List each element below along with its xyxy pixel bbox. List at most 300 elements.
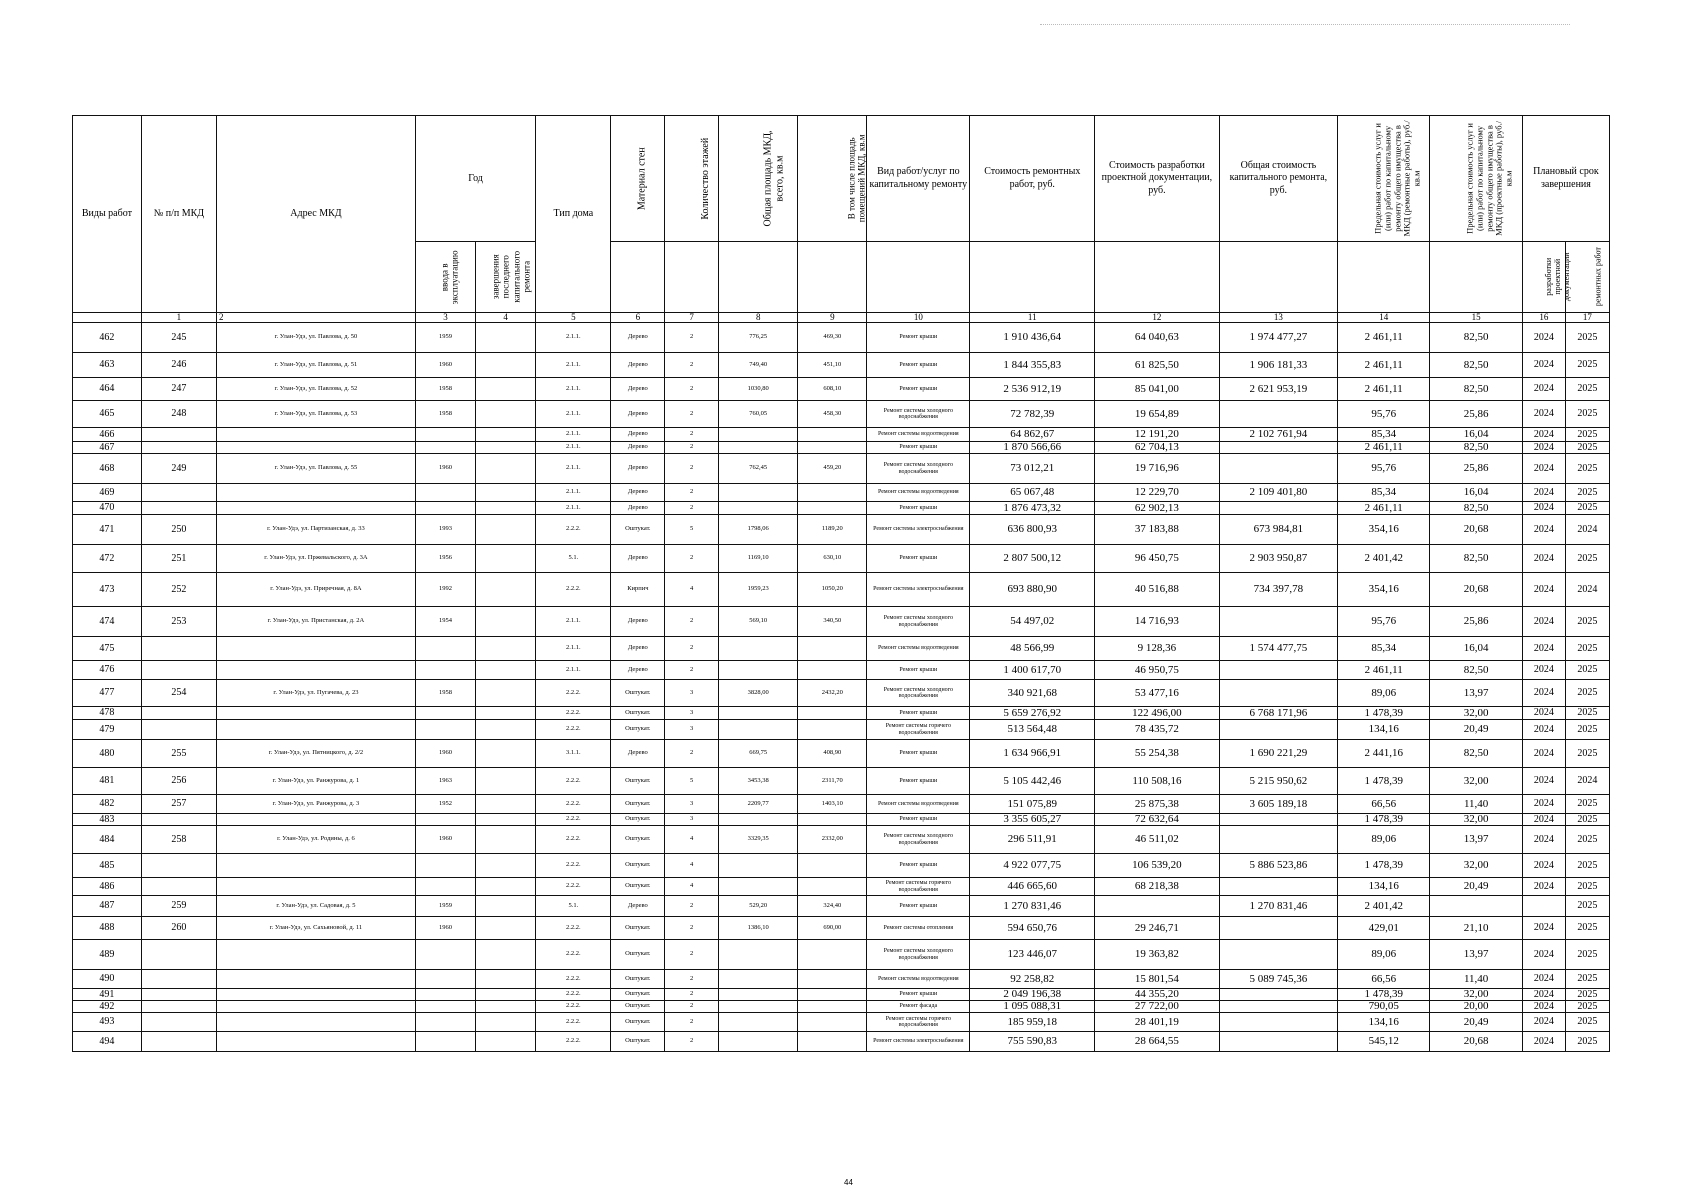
repair-cost-cell: 2 807 500,12 [970, 545, 1095, 573]
floors-cell: 5 [665, 768, 719, 795]
mkd-number-cell [141, 442, 216, 454]
deadline-design-cell: 2024 [1522, 323, 1565, 353]
limit-design-cell: 13,97 [1430, 826, 1522, 854]
total-area-cell: 3453,38 [718, 768, 798, 795]
year-built-cell: 1958 [415, 401, 475, 428]
house-type-cell: 2.2.2. [536, 917, 611, 940]
total-cost-cell: 673 984,81 [1219, 515, 1337, 545]
floors-cell: 2 [665, 896, 719, 917]
mkd-number-cell: 248 [141, 401, 216, 428]
design-cost-cell: 85 041,00 [1095, 378, 1220, 401]
deadline-repair-cell: 2025 [1565, 896, 1609, 917]
total-cost-cell [1219, 940, 1337, 970]
address-cell: г. Улан-Удэ, ул. Ранжурова, д. 1 [217, 768, 416, 795]
wall-material-cell: Оштукат. [611, 1032, 665, 1052]
house-type-cell: 2.2.2. [536, 826, 611, 854]
year-last-repair-cell [476, 502, 536, 515]
header-pred-proekt: Предельная стоимость услуг и (или) работ по капитальному ремонту общего имущества в МКД (проектные работы), руб./кв.м [1464, 120, 1515, 236]
design-cost-cell: 78 435,72 [1095, 720, 1220, 740]
row-number-cell: 470 [73, 502, 142, 515]
repair-cost-cell: 5 659 276,92 [970, 707, 1095, 720]
year-last-repair-cell [476, 378, 536, 401]
limit-design-cell: 25,86 [1430, 401, 1522, 428]
mkd-number-cell: 254 [141, 680, 216, 707]
design-cost-cell: 19 654,89 [1095, 401, 1220, 428]
row-number-cell: 474 [73, 607, 142, 637]
work-type-cell: Ремонт системы горячего водоснабжения [867, 720, 970, 740]
premises-area-cell [798, 661, 867, 680]
table-row [73, 707, 1610, 720]
address-cell [217, 720, 416, 740]
deadline-design-cell: 2024 [1522, 768, 1565, 795]
design-cost-cell: 12 229,70 [1095, 484, 1220, 502]
limit-repair-cell: 2 441,16 [1337, 740, 1429, 768]
repair-cost-cell: 1 844 355,83 [970, 353, 1095, 378]
deadline-design-cell: 2024 [1522, 401, 1565, 428]
house-type-cell: 2.1.1. [536, 401, 611, 428]
repair-cost-cell: 296 511,91 [970, 826, 1095, 854]
total-area-cell [718, 661, 798, 680]
premises-area-cell: 340,50 [798, 607, 867, 637]
total-area-cell [718, 1032, 798, 1052]
deadline-repair-cell: 2025 [1565, 720, 1609, 740]
house-type-cell: 2.2.2. [536, 814, 611, 826]
repair-cost-cell: 1 634 966,91 [970, 740, 1095, 768]
limit-repair-cell: 134,16 [1337, 1013, 1429, 1032]
deadline-design-cell: 2024 [1522, 720, 1565, 740]
header-material: Материал стен [637, 147, 649, 210]
design-cost-cell [1095, 896, 1220, 917]
year-last-repair-cell [476, 1032, 536, 1052]
house-type-cell: 2.2.2. [536, 515, 611, 545]
floors-cell: 2 [665, 454, 719, 484]
wall-material-cell: Оштукат. [611, 989, 665, 1001]
limit-design-cell: 32,00 [1430, 854, 1522, 878]
work-type-cell: Ремонт крыши [867, 896, 970, 917]
mkd-number-cell: 257 [141, 795, 216, 814]
address-cell: г. Улан-Удэ, ул. Пристанская, д. 2А [217, 607, 416, 637]
design-cost-cell: 27 722,00 [1095, 1001, 1220, 1013]
deadline-design-cell: 2024 [1522, 502, 1565, 515]
header-stoimost-proekt: Стоимость разработки проектной документации, руб. [1095, 116, 1220, 242]
table-row [73, 768, 1610, 795]
house-type-cell: 2.2.2. [536, 720, 611, 740]
limit-repair-cell: 2 461,11 [1337, 661, 1429, 680]
deadline-design-cell: 2024 [1522, 680, 1565, 707]
row-number-cell: 486 [73, 878, 142, 896]
total-area-cell: 3828,00 [718, 680, 798, 707]
premises-area-cell: 408,90 [798, 740, 867, 768]
year-last-repair-cell [476, 814, 536, 826]
repair-cost-cell: 4 922 077,75 [970, 854, 1095, 878]
floors-cell: 2 [665, 917, 719, 940]
limit-repair-cell: 85,34 [1337, 428, 1429, 442]
premises-area-cell: 469,30 [798, 323, 867, 353]
house-type-cell: 5.1. [536, 896, 611, 917]
year-last-repair-cell [476, 795, 536, 814]
limit-repair-cell: 354,16 [1337, 573, 1429, 607]
limit-repair-cell: 95,76 [1337, 607, 1429, 637]
capital-repair-register-table [72, 115, 1610, 1052]
total-area-cell: 2209,77 [718, 795, 798, 814]
wall-material-cell: Дерево [611, 484, 665, 502]
total-cost-cell: 734 397,78 [1219, 573, 1337, 607]
row-number-cell: 479 [73, 720, 142, 740]
table-row [73, 680, 1610, 707]
limit-design-cell: 11,40 [1430, 970, 1522, 989]
design-cost-cell: 61 825,50 [1095, 353, 1220, 378]
year-last-repair-cell [476, 917, 536, 940]
limit-repair-cell: 1 478,39 [1337, 814, 1429, 826]
wall-material-cell: Дерево [611, 353, 665, 378]
table-row [73, 515, 1610, 545]
row-number-cell: 468 [73, 454, 142, 484]
deadline-design-cell: 2024 [1522, 854, 1565, 878]
address-cell: г. Улан-Удэ, ул. Пржевальского, д. 3А [217, 545, 416, 573]
premises-area-cell [798, 854, 867, 878]
deadline-design-cell: 2024 [1522, 637, 1565, 661]
table-row [73, 814, 1610, 826]
deadline-repair-cell: 2025 [1565, 917, 1609, 940]
header-god: Год [415, 116, 535, 242]
table-row [73, 940, 1610, 970]
limit-design-cell: 82,50 [1430, 442, 1522, 454]
address-cell: г. Улан-Удэ, ул. Пугачева, д. 23 [217, 680, 416, 707]
deadline-design-cell: 2024 [1522, 989, 1565, 1001]
repair-cost-cell: 1 870 566,66 [970, 442, 1095, 454]
repair-cost-cell: 92 258,82 [970, 970, 1095, 989]
row-number-cell: 469 [73, 484, 142, 502]
design-cost-cell: 110 508,16 [1095, 768, 1220, 795]
table-row [73, 896, 1610, 917]
deadline-design-cell: 2024 [1522, 740, 1565, 768]
year-built-cell: 1960 [415, 917, 475, 940]
table-row [73, 1032, 1610, 1052]
header-stoimost-rem: Стоимость ремонтных работ, руб. [970, 116, 1095, 242]
header-srok-proekt: разработки проектной документации [1544, 252, 1572, 302]
limit-repair-cell: 85,34 [1337, 484, 1429, 502]
total-cost-cell [1219, 720, 1337, 740]
year-built-cell: 1992 [415, 573, 475, 607]
total-cost-cell [1219, 401, 1337, 428]
year-last-repair-cell [476, 515, 536, 545]
design-cost-cell: 68 218,38 [1095, 878, 1220, 896]
floors-cell: 4 [665, 826, 719, 854]
header-adres: Адрес МКД [217, 116, 416, 313]
limit-design-cell: 32,00 [1430, 989, 1522, 1001]
work-type-cell: Ремонт системы холодного водоснабжения [867, 940, 970, 970]
address-cell [217, 442, 416, 454]
floors-cell: 2 [665, 740, 719, 768]
table-row [73, 1013, 1610, 1032]
deadline-repair-cell: 2025 [1565, 1032, 1609, 1052]
repair-cost-cell: 73 012,21 [970, 454, 1095, 484]
wall-material-cell: Дерево [611, 637, 665, 661]
mkd-number-cell [141, 854, 216, 878]
year-built-cell: 1954 [415, 607, 475, 637]
column-number-cell: 9 [798, 313, 867, 323]
table-row [73, 854, 1610, 878]
year-built-cell [415, 428, 475, 442]
deadline-repair-cell: 2025 [1565, 637, 1609, 661]
limit-design-cell: 82,50 [1430, 545, 1522, 573]
year-last-repair-cell [476, 353, 536, 378]
total-cost-cell: 1 574 477,75 [1219, 637, 1337, 661]
deadline-repair-cell: 2024 [1565, 515, 1609, 545]
deadline-design-cell: 2024 [1522, 442, 1565, 454]
wall-material-cell: Оштукат. [611, 826, 665, 854]
premises-area-cell [798, 940, 867, 970]
floors-cell: 2 [665, 970, 719, 989]
house-type-cell: 2.1.1. [536, 502, 611, 515]
table-row [73, 378, 1610, 401]
address-cell: г. Улан-Удэ, ул. Павлова, д. 52 [217, 378, 416, 401]
house-type-cell: 2.1.1. [536, 323, 611, 353]
column-number-cell: 15 [1430, 313, 1522, 323]
premises-area-cell [798, 637, 867, 661]
work-type-cell: Ремонт крыши [867, 323, 970, 353]
design-cost-cell: 122 496,00 [1095, 707, 1220, 720]
mkd-number-cell: 258 [141, 826, 216, 854]
floors-cell: 2 [665, 428, 719, 442]
deadline-design-cell: 2024 [1522, 545, 1565, 573]
header-nn-mkd: № п/п МКД [141, 116, 216, 313]
repair-cost-cell: 2 049 196,38 [970, 989, 1095, 1001]
floors-cell: 2 [665, 607, 719, 637]
year-built-cell [415, 707, 475, 720]
year-last-repair-cell [476, 401, 536, 428]
work-type-cell: Ремонт системы горячего водоснабжения [867, 878, 970, 896]
wall-material-cell: Оштукат. [611, 707, 665, 720]
total-area-cell: 749,40 [718, 353, 798, 378]
premises-area-cell: 1403,10 [798, 795, 867, 814]
wall-material-cell: Дерево [611, 661, 665, 680]
house-type-cell: 2.2.2. [536, 1032, 611, 1052]
deadline-repair-cell: 2024 [1565, 573, 1609, 607]
deadline-design-cell [1522, 896, 1565, 917]
floors-cell: 5 [665, 515, 719, 545]
total-area-cell [718, 970, 798, 989]
work-type-cell: Ремонт системы холодного водоснабжения [867, 454, 970, 484]
limit-design-cell: 25,86 [1430, 607, 1522, 637]
limit-design-cell: 82,50 [1430, 740, 1522, 768]
deadline-repair-cell: 2025 [1565, 707, 1609, 720]
total-cost-cell: 5 215 950,62 [1219, 768, 1337, 795]
design-cost-cell: 96 450,75 [1095, 545, 1220, 573]
mkd-number-cell: 253 [141, 607, 216, 637]
header-row-main [73, 116, 1610, 242]
row-number-cell: 476 [73, 661, 142, 680]
total-cost-cell [1219, 607, 1337, 637]
limit-design-cell: 20,49 [1430, 720, 1522, 740]
wall-material-cell: Оштукат. [611, 917, 665, 940]
year-built-cell [415, 502, 475, 515]
row-number-cell: 488 [73, 917, 142, 940]
limit-repair-cell: 354,16 [1337, 515, 1429, 545]
total-area-cell: 1798,06 [718, 515, 798, 545]
repair-cost-cell: 151 075,89 [970, 795, 1095, 814]
header-god-zaversheniya: завершения последнего капитального ремонта [490, 251, 532, 303]
floors-cell: 2 [665, 940, 719, 970]
year-last-repair-cell [476, 768, 536, 795]
mkd-number-cell [141, 1001, 216, 1013]
design-cost-cell: 106 539,20 [1095, 854, 1220, 878]
deadline-design-cell: 2024 [1522, 353, 1565, 378]
premises-area-cell: 2311,70 [798, 768, 867, 795]
design-cost-cell: 19 363,82 [1095, 940, 1220, 970]
table-row [73, 878, 1610, 896]
row-number-cell: 464 [73, 378, 142, 401]
wall-material-cell: Дерево [611, 740, 665, 768]
mkd-number-cell: 249 [141, 454, 216, 484]
limit-design-cell: 82,50 [1430, 502, 1522, 515]
year-last-repair-cell [476, 940, 536, 970]
total-area-cell [718, 878, 798, 896]
row-number-cell: 466 [73, 428, 142, 442]
total-area-cell [718, 707, 798, 720]
year-built-cell [415, 854, 475, 878]
year-built-cell [415, 1013, 475, 1032]
deadline-design-cell: 2024 [1522, 970, 1565, 989]
year-built-cell: 1960 [415, 454, 475, 484]
wall-material-cell: Оштукат. [611, 854, 665, 878]
design-cost-cell: 64 040,63 [1095, 323, 1220, 353]
year-built-cell [415, 940, 475, 970]
limit-design-cell: 20,68 [1430, 1032, 1522, 1052]
deadline-repair-cell: 2025 [1565, 854, 1609, 878]
address-cell: г. Улан-Удэ, ул. Пятницкого, д. 2/2 [217, 740, 416, 768]
deadline-design-cell: 2024 [1522, 917, 1565, 940]
limit-design-cell: 20,49 [1430, 1013, 1522, 1032]
work-type-cell: Ремонт системы электроснабжения [867, 515, 970, 545]
design-cost-cell: 25 875,38 [1095, 795, 1220, 814]
house-type-cell: 2.1.1. [536, 442, 611, 454]
row-number-cell: 490 [73, 970, 142, 989]
house-type-cell: 2.2.2. [536, 795, 611, 814]
address-cell: г. Улан-Удэ, ул. Сахьяновой, д. 11 [217, 917, 416, 940]
mkd-number-cell [141, 720, 216, 740]
address-cell [217, 814, 416, 826]
design-cost-cell: 53 477,16 [1095, 680, 1220, 707]
limit-repair-cell: 2 461,11 [1337, 502, 1429, 515]
limit-repair-cell: 2 461,11 [1337, 442, 1429, 454]
mkd-number-cell [141, 878, 216, 896]
year-last-repair-cell [476, 970, 536, 989]
work-type-cell: Ремонт системы горячего водоснабжения [867, 1013, 970, 1032]
address-cell [217, 707, 416, 720]
total-area-cell [718, 854, 798, 878]
total-cost-cell [1219, 661, 1337, 680]
repair-cost-cell: 513 564,48 [970, 720, 1095, 740]
address-cell: г. Улан-Удэ, ул. Павлова, д. 51 [217, 353, 416, 378]
wall-material-cell: Оштукат. [611, 814, 665, 826]
premises-area-cell: 630,10 [798, 545, 867, 573]
year-built-cell [415, 661, 475, 680]
row-number-cell: 493 [73, 1013, 142, 1032]
limit-repair-cell: 1 478,39 [1337, 768, 1429, 795]
work-type-cell: Ремонт крыши [867, 545, 970, 573]
deadline-repair-cell: 2025 [1565, 940, 1609, 970]
deadline-repair-cell: 2025 [1565, 878, 1609, 896]
table-row [73, 970, 1610, 989]
wall-material-cell: Дерево [611, 378, 665, 401]
limit-design-cell: 16,04 [1430, 484, 1522, 502]
work-type-cell: Ремонт крыши [867, 768, 970, 795]
total-cost-cell: 6 768 171,96 [1219, 707, 1337, 720]
deadline-repair-cell: 2025 [1565, 1013, 1609, 1032]
deadline-design-cell: 2024 [1522, 1001, 1565, 1013]
house-type-cell: 2.1.1. [536, 428, 611, 442]
deadline-design-cell: 2024 [1522, 607, 1565, 637]
design-cost-cell: 28 401,19 [1095, 1013, 1220, 1032]
mkd-number-cell: 251 [141, 545, 216, 573]
limit-repair-cell: 89,06 [1337, 826, 1429, 854]
deadline-repair-cell: 2025 [1565, 795, 1609, 814]
row-number-cell: 492 [73, 1001, 142, 1013]
limit-design-cell: 82,50 [1430, 661, 1522, 680]
column-number-cell: 2 [217, 313, 416, 323]
mkd-number-cell [141, 1013, 216, 1032]
premises-area-cell [798, 442, 867, 454]
floors-cell: 2 [665, 323, 719, 353]
wall-material-cell: Оштукат. [611, 970, 665, 989]
work-type-cell: Ремонт крыши [867, 442, 970, 454]
limit-design-cell: 32,00 [1430, 768, 1522, 795]
header-tip-doma: Тип дома [536, 116, 611, 313]
premises-area-cell: 458,30 [798, 401, 867, 428]
column-number-cell: 16 [1522, 313, 1565, 323]
total-area-cell: 3329,35 [718, 826, 798, 854]
total-area-cell: 776,25 [718, 323, 798, 353]
column-number-cell: 14 [1337, 313, 1429, 323]
floors-cell: 3 [665, 720, 719, 740]
column-number-cell: 7 [665, 313, 719, 323]
house-type-cell: 3.1.1. [536, 740, 611, 768]
address-cell [217, 637, 416, 661]
deadline-design-cell: 2024 [1522, 814, 1565, 826]
year-built-cell: 1960 [415, 353, 475, 378]
premises-area-cell: 451,10 [798, 353, 867, 378]
house-type-cell: 2.1.1. [536, 454, 611, 484]
wall-material-cell: Дерево [611, 323, 665, 353]
address-cell: г. Улан-Удэ, ул. Родины, д. 6 [217, 826, 416, 854]
total-area-cell [718, 720, 798, 740]
work-type-cell: Ремонт крыши [867, 989, 970, 1001]
work-type-cell: Ремонт крыши [867, 378, 970, 401]
mkd-number-cell: 245 [141, 323, 216, 353]
year-built-cell: 1993 [415, 515, 475, 545]
wall-material-cell: Дерево [611, 401, 665, 428]
limit-repair-cell: 89,06 [1337, 680, 1429, 707]
repair-cost-cell: 1 910 436,64 [970, 323, 1095, 353]
work-type-cell: Ремонт системы водоотведения [867, 428, 970, 442]
column-number-cell: 5 [536, 313, 611, 323]
mkd-number-cell [141, 484, 216, 502]
row-number-cell: 473 [73, 573, 142, 607]
design-cost-cell: 44 355,20 [1095, 989, 1220, 1001]
year-last-repair-cell [476, 1001, 536, 1013]
limit-repair-cell: 2 461,11 [1337, 353, 1429, 378]
year-built-cell [415, 442, 475, 454]
house-type-cell: 2.2.2. [536, 854, 611, 878]
repair-cost-cell: 693 880,90 [970, 573, 1095, 607]
table-row [73, 454, 1610, 484]
deadline-repair-cell: 2025 [1565, 401, 1609, 428]
repair-cost-cell: 446 665,60 [970, 878, 1095, 896]
work-type-cell: Ремонт системы холодного водоснабжения [867, 680, 970, 707]
header-ploshad-obshaya: Общая площадь МКД, всего, кв.м [762, 130, 785, 227]
table-row [73, 428, 1610, 442]
